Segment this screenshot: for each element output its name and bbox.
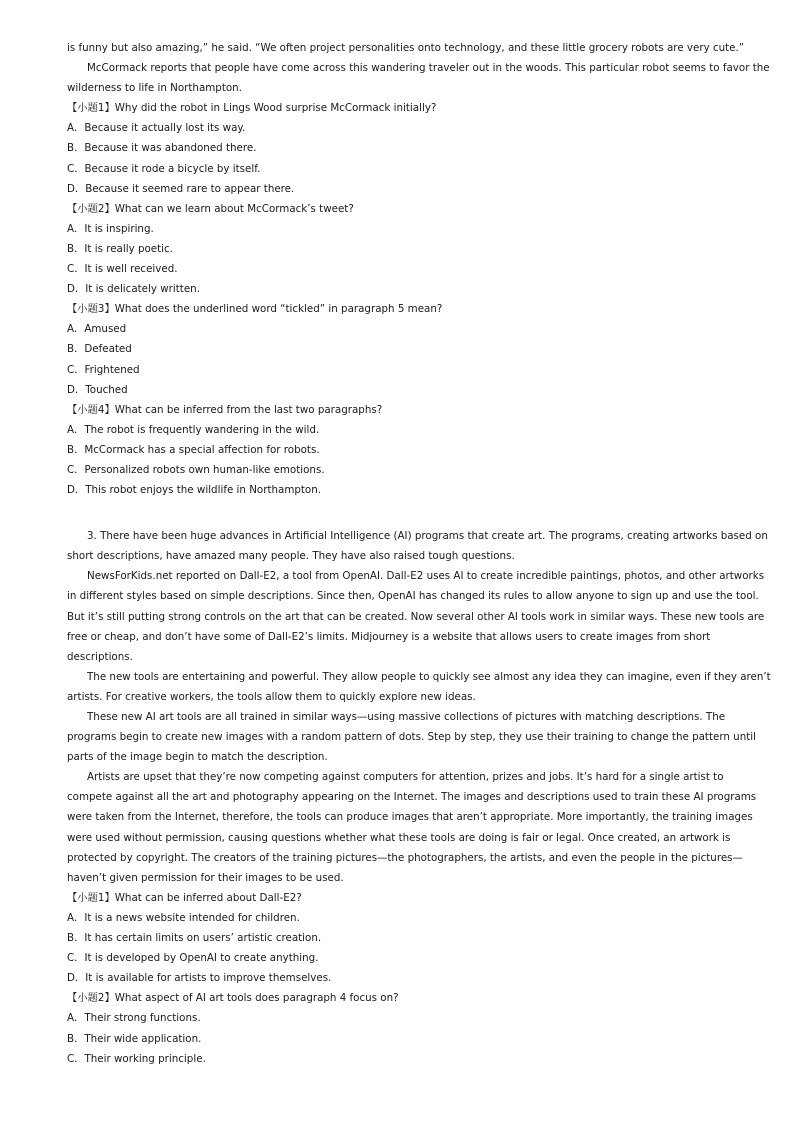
paragraph-line: free or cheap, and don’t have some of Dall-E2’s limits. Midjourney is a website that allows users to create images from short [67, 630, 711, 643]
passage3-paragraph-4 [67, 707, 756, 767]
answer-option: C．It is developed by OpenAI to create anything. [67, 952, 319, 965]
passage3-paragraph-1 [67, 526, 768, 566]
passage2-line: McCormack reports that people have come across this wandering traveler out in the woods. This particular robot seems to favor the [87, 62, 770, 75]
question-stem: 【小题2】What can we learn about McCormack’s tweet? [67, 202, 354, 215]
answer-option: D．Because it seemed rare to appear there. [67, 182, 295, 195]
paragraph-line: programs begin to create new images with a random pattern of dots. Step by step, they use their training to change the pattern until [67, 731, 756, 744]
paragraph-line: parts of the image begin to match the description. [67, 751, 328, 764]
passage3-paragraph-3 [67, 667, 771, 707]
answer-option: C．Their working principle. [67, 1052, 206, 1065]
passage3-question-1 [67, 888, 729, 988]
paragraph-line: The new tools are entertaining and powerful. They allow people to quickly see almost any idea they can imagine, even if they aren’t [87, 670, 771, 683]
passage2-question-1 [67, 98, 729, 198]
answer-option: B．Because it was abandoned there. [67, 142, 257, 155]
answer-option: C．Frightened [67, 363, 140, 376]
answer-option: B．Their wide application. [67, 1032, 202, 1045]
passage3-question-2 [67, 988, 729, 1068]
paragraph-line: artists. For creative workers, the tools allow them to quickly explore new ideas. [67, 690, 476, 703]
question-stem: 【小题3】What does the underlined word “tickled” in paragraph 5 mean? [67, 303, 443, 316]
passage3-paragraph-5 [67, 767, 757, 888]
answer-option: C．Personalized robots own human-like emotions. [67, 463, 325, 476]
paragraph-line: short descriptions, have amazed many people. They have also raised tough questions. [67, 550, 515, 563]
paragraph-line: Artists are upset that they’re now competing against computers for attention, prizes and jobs. It’s hard for a single artist to [87, 771, 724, 784]
answer-option: D．This robot enjoys the wildlife in Northampton. [67, 484, 322, 497]
paragraph-line: were used without permission, causing questions whether what these tools are doing is fair or legal. Once created, an artwork is [67, 831, 731, 844]
answer-option: C．It is well received. [67, 263, 178, 276]
answer-option: A．Amused [67, 323, 127, 336]
answer-option: B．Defeated [67, 343, 132, 356]
paragraph-line: were taken from the Internet, therefore, the tools can produce images that aren’t appropriate. More importantly, the training images [67, 811, 753, 824]
answer-option: D．It is available for artists to improve themselves. [67, 972, 332, 985]
answer-option: C．Because it rode a bicycle by itself. [67, 162, 261, 175]
paragraph-line: But it’s still putting strong controls on the art that can be created. Now several other AI tools work in similar ways. These new tools are [67, 610, 765, 623]
paragraph-line: descriptions. [67, 650, 133, 663]
question-stem: 【小题4】What can be inferred from the last two paragraphs? [67, 403, 383, 416]
answer-option: A．It is a news website intended for children. [67, 911, 300, 924]
paragraph-line: in different styles based on simple descriptions. Since then, OpenAI has changed its rules to allow anyone to sign up and use the tool. [67, 590, 759, 603]
answer-option: D．Touched [67, 383, 128, 396]
paragraph-line: 3. There have been huge advances in Artificial Intelligence (AI) programs that create art. The programs, creating artworks based on [87, 530, 768, 543]
paragraph-line: haven’t given permission for their images to be used. [67, 871, 344, 884]
answer-option: B．It has certain limits on users’ artistic creation. [67, 932, 322, 945]
document-page [67, 38, 771, 1069]
passage2-question-4 [67, 400, 729, 500]
answer-option: A．Because it actually lost its way. [67, 122, 246, 135]
answer-option: A．The robot is frequently wandering in the wild. [67, 423, 320, 436]
passage3-paragraph-2 [67, 566, 765, 666]
question-stem: 【小题1】What can be inferred about Dall-E2? [67, 891, 302, 904]
paragraph-line: NewsForKids.net reported on Dall-E2, a tool from OpenAI. Dall-E2 uses AI to create incredible paintings, photos, and other artworks [87, 570, 765, 583]
paragraph-line: protected by copyright. The creators of the training pictures—the photographers, the artists, and even the people in the pictures— [67, 851, 743, 864]
section-gap [67, 500, 729, 526]
passage2-line: is funny but also amazing,” he said. “We often project personalities onto technology, and these little grocery robots are very cute.” [67, 42, 745, 54]
passage2-question-3 [67, 299, 729, 399]
passage2-question-2 [67, 199, 729, 299]
answer-option: A．It is inspiring. [67, 222, 154, 235]
answer-option: B．It is really poetic. [67, 242, 173, 255]
answer-option: D．It is delicately written. [67, 283, 200, 296]
question-stem: 【小题1】Why did the robot in Lings Wood surprise McCormack initially? [67, 102, 437, 115]
question-stem: 【小题2】What aspect of AI art tools does paragraph 4 focus on? [67, 992, 399, 1005]
passage2-line: wilderness to life in Northampton. [67, 82, 242, 95]
answer-option: A．Their strong functions. [67, 1012, 201, 1025]
answer-option: B．McCormack has a special affection for robots. [67, 443, 320, 456]
paragraph-line: These new AI art tools are all trained in similar ways—using massive collections of pictures with matching descriptions. The [87, 711, 726, 723]
paragraph-line: compete against all the art and photography appearing on the Internet. The images and descriptions used to train these AI programs [67, 791, 757, 804]
